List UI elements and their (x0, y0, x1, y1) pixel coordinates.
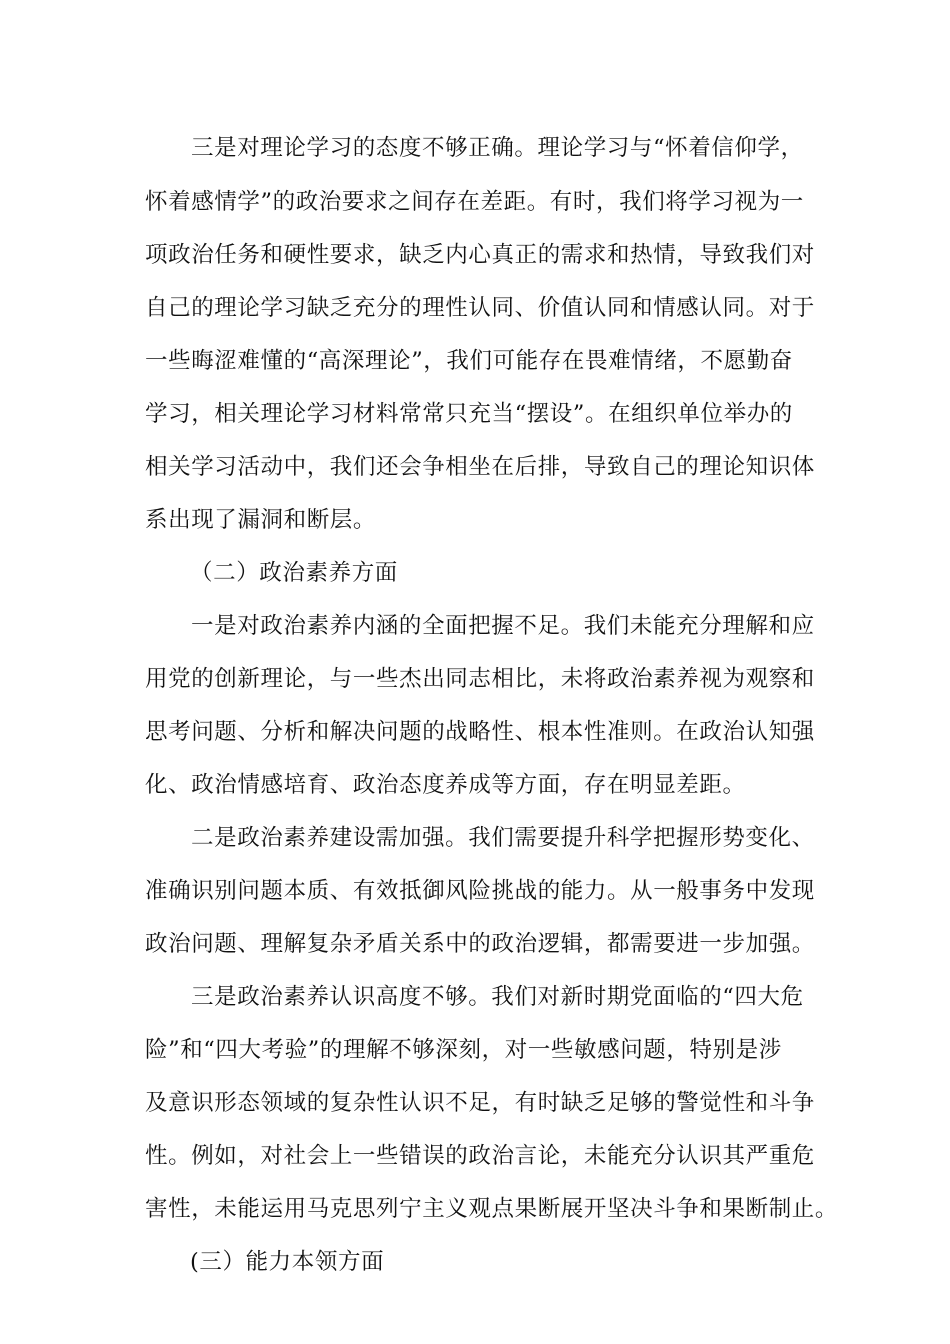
paragraph-political-quality-3-line-3: 及意识形态领域的复杂性认识不足，有时缺乏足够的警觉性和斗争 (145, 1090, 815, 1116)
paragraph-political-quality-2-line-3: 政治问题、理解复杂矛盾关系中的政治逻辑，都需要进一步加强。 (145, 931, 815, 957)
paragraph-theory-attitude-line-8: 系出现了漏洞和断层。 (145, 507, 377, 533)
paragraph-theory-attitude-line-6: 学习，相关理论学习材料常常只充当“摆设”。在组织单位举办的 (145, 401, 793, 427)
paragraph-theory-attitude-line-2: 怀着感情学”的政治要求之间存在差距。有时，我们将学习视为一 (145, 189, 804, 215)
paragraph-political-quality-3-line-1: 三是政治素养认识高度不够。我们对新时期党面临的“四大危 (191, 984, 804, 1010)
paragraph-political-quality-2-line-1: 二是政治素养建设需加强。我们需要提升科学把握形势变化、 (191, 825, 815, 851)
paragraph-political-quality-1-line-1: 一是对政治素养内涵的全面把握不足。我们未能充分理解和应 (191, 613, 815, 639)
paragraph-political-quality-3-line-4: 性。例如，对社会上一些错误的政治言论，未能充分认识其严重危 (145, 1143, 815, 1169)
paragraph-political-quality-1-line-3: 思考问题、分析和解决问题的战略性、根本性准则。在政治认知强 (145, 719, 815, 745)
section-heading-political-quality: （二）政治素养方面 (190, 560, 398, 586)
paragraph-political-quality-3-line-5: 害性，未能运用马克思列宁主义观点果断展开坚决斗争和果断制止。 (145, 1196, 839, 1222)
paragraph-theory-attitude-line-1: 三是对理论学习的态度不够正确。理论学习与“怀着信仰学， (191, 135, 804, 161)
paragraph-political-quality-3-line-2: 险”和“四大考验”的理解不够深刻，对一些敏感问题，特别是涉 (145, 1037, 782, 1063)
paragraph-theory-attitude-line-3: 项政治任务和硬性要求，缺乏内心真正的需求和热情，导致我们对 (145, 242, 815, 268)
paragraph-political-quality-1-line-4: 化、政治情感培育、政治态度养成等方面，存在明显差距。 (145, 772, 746, 798)
paragraph-political-quality-1-line-2: 用党的创新理论，与一些杰出同志相比，未将政治素养视为观察和 (145, 666, 815, 692)
paragraph-theory-attitude-line-5: 一些晦涩难懂的“高深理论”，我们可能存在畏难情绪，不愿勤奋 (145, 348, 793, 374)
section-heading-ability: (三）能力本领方面 (190, 1249, 385, 1275)
paragraph-theory-attitude-line-4: 自己的理论学习缺乏充分的理性认同、价值认同和情感认同。对于 (145, 295, 815, 321)
paragraph-political-quality-2-line-2: 准确识别问题本质、有效抵御风险挑战的能力。从一般事务中发现 (145, 878, 815, 904)
paragraph-theory-attitude-line-7: 相关学习活动中，我们还会争相坐在后排，导致自己的理论知识体 (145, 454, 815, 480)
